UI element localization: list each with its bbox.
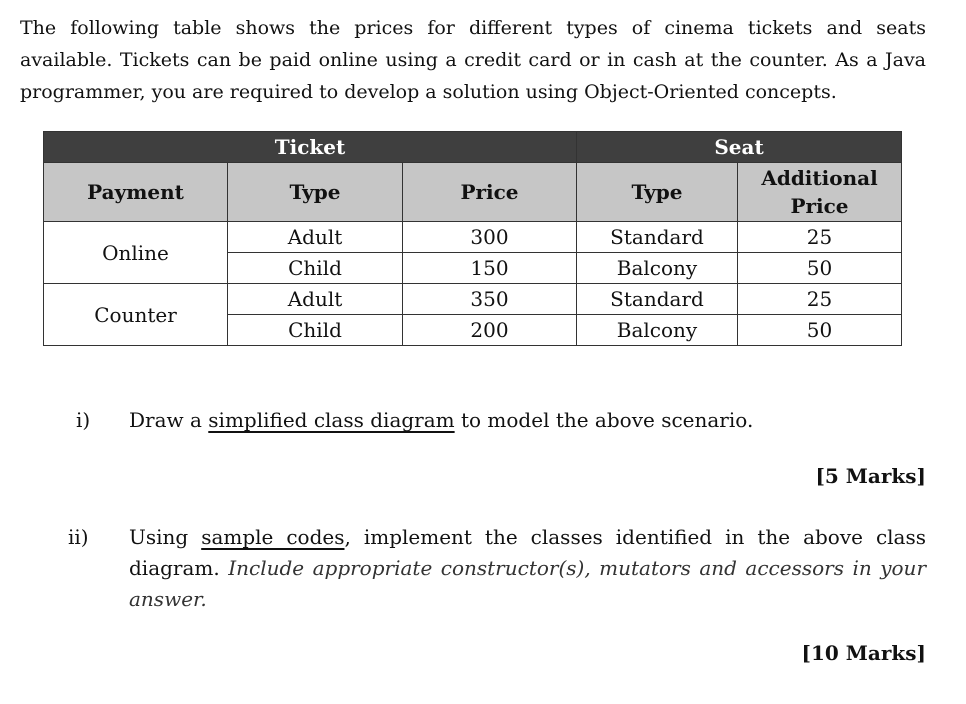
additional-price-header-line-1: Additional [761, 166, 878, 190]
price-table [43, 131, 902, 346]
table-row [44, 284, 902, 315]
question-number: ii) [68, 525, 89, 549]
seat-type-column-header: Type [577, 163, 738, 222]
intro-line-1: The following table shows the prices for different types of cinema tickets and seats [20, 17, 926, 39]
question-text-plain: diagram. [129, 556, 229, 580]
additional-price-cell: 25 [738, 284, 902, 315]
seat-type-cell: Standard [577, 222, 738, 253]
ticket-type-cell: Adult [228, 284, 403, 315]
ticket-type-cell: Child [228, 253, 403, 284]
additional-price-cell: 50 [738, 315, 902, 346]
seat-type-cell: Balcony [577, 315, 738, 346]
question-text-pre: Using [129, 525, 202, 549]
question-text-line-3: answer. [129, 587, 207, 611]
price-column-header: Price [403, 163, 577, 222]
payment-cell: Counter [44, 284, 228, 346]
seat-type-cell: Balcony [577, 253, 738, 284]
price-cell: 300 [403, 222, 577, 253]
intro-paragraph [20, 12, 926, 108]
additional-price-column-header [738, 163, 902, 222]
column-header-row [44, 163, 902, 222]
intro-line-3: programmer, you are required to develop a solution using Object-Oriented concepts. [20, 81, 837, 103]
underlined-term: simplified class diagram [208, 408, 455, 432]
group-header-row [44, 132, 902, 163]
additional-price-cell: 25 [738, 222, 902, 253]
question-text-line-1 [129, 522, 926, 553]
seat-group-header: Seat [577, 132, 902, 163]
question-number: i) [76, 408, 91, 432]
ticket-type-cell: Adult [228, 222, 403, 253]
question-text-post: to model the above scenario. [454, 408, 754, 432]
question-text [129, 522, 926, 615]
intro-line-2: available. Tickets can be paid online using a credit card or in cash at the counter. As a Java [20, 49, 926, 71]
question-text [129, 405, 926, 436]
seat-type-cell: Standard [577, 284, 738, 315]
question-text-pre: Draw a [129, 408, 209, 432]
marks-label: [10 Marks] [801, 641, 926, 665]
underlined-term: sample codes [201, 525, 345, 549]
question-text-post: , implement the classes identified in the above class [344, 525, 926, 549]
payment-cell: Online [44, 222, 228, 284]
marks-label: [5 Marks] [815, 464, 926, 488]
price-cell: 350 [403, 284, 577, 315]
ticket-group-header: Ticket [44, 132, 577, 163]
payment-column-header: Payment [44, 163, 228, 222]
table-row [44, 222, 902, 253]
question-text-line-2 [129, 553, 926, 584]
question-text-italic: Include appropriate constructor(s), mutators and accessors in your [228, 556, 927, 580]
ticket-type-column-header: Type [228, 163, 403, 222]
ticket-type-cell: Child [228, 315, 403, 346]
price-cell: 150 [403, 253, 577, 284]
additional-price-header-line-2: Price [790, 194, 849, 218]
price-cell: 200 [403, 315, 577, 346]
additional-price-cell: 50 [738, 253, 902, 284]
